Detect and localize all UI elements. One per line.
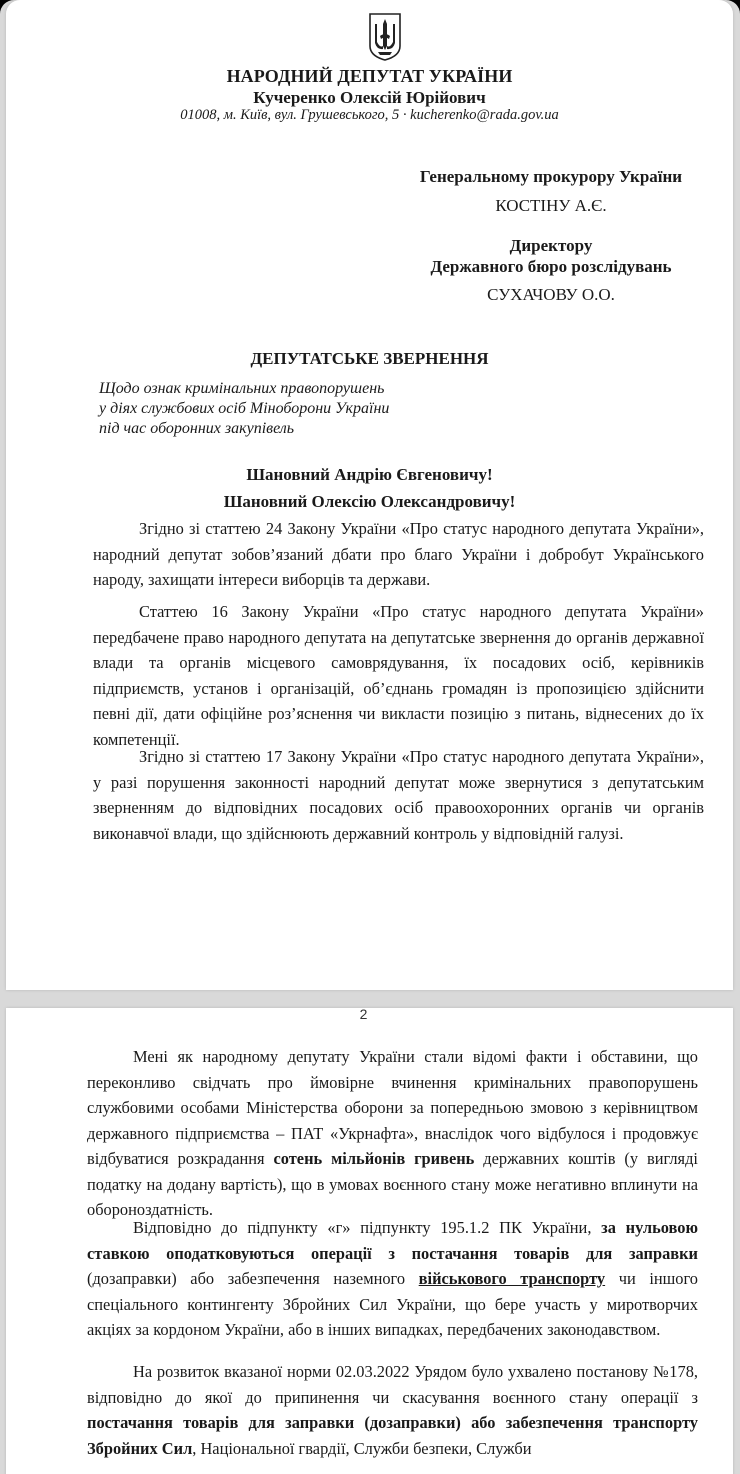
paragraph: На розвиток вказаної норми 02.03.2022 Урядом було ухвалено постанову №178, відповідно до якої до припинення чи скасування воєнного стану операції з постачання товарів для заправки (дозаправки) або забезпечення транспорту Збройних Сил, Національної гвардії, Служби безпеки, Служби xyxy=(87,1362,698,1458)
document-title: ДЕПУТАТСЬКЕ ЗВЕРНЕННЯ xyxy=(250,349,489,368)
subject-line: під час оборонних закупівель xyxy=(99,420,295,437)
paragraph: Статтею 16 Закону України «Про статус народного депутата України» передбачене право народного депутата на депутатське звернення до органів державної влади та органів місцевого самоврядування, їх посадових осіб, керівників підприємств, установ і організацій, об’єднань громадян із пропозицією здійснити певні дії, дати офіційне роз’яснення чи викласти позицію з питань, віднесених до їх компетенції. xyxy=(93,602,704,749)
salutation-1: Шановний Андрію Євгеновичу! xyxy=(246,465,493,484)
emphasis: за нульовою ставкою оподатковуються операції з постачання товарів для заправки xyxy=(87,1218,698,1263)
addressee-name-1: КОСТІНУ А.Є. xyxy=(495,196,607,215)
addressee-name-2: СУХАЧОВУ О.О. xyxy=(487,285,615,304)
emphasis: сотень мільйонів гривень xyxy=(273,1149,475,1168)
addressee-position-2: Директору xyxy=(509,236,593,255)
addressee-org-2: Державного бюро розслідувань xyxy=(430,257,672,276)
paragraph: Згідно зі статтею 17 Закону України «Про статус народного депутата України», у разі порушення законності народний депутат може звернутися з депутатським зверненням до відповідних посадових осіб правоохоронних органів чи органів виконавчої влади, що здійснюють державний контроль у відповідній галузі. xyxy=(93,747,704,843)
page-number-label: 2 xyxy=(359,1006,368,1022)
paragraph: Відповідно до підпункту «г» підпункту 195.1.2 ПК України, за нульовою ставкою оподатковуються операції з постачання товарів для заправки (дозаправки) або забезпечення наземного військового транспорту чи іншого спеціального контингенту Збройних Сил України, що бере участь у миротворчих акціях за кордоном України, або в інших випадках, передбачених законодавством. xyxy=(87,1218,698,1339)
letterhead-name: Кучеренко Олексій Юрійович xyxy=(253,88,486,107)
paragraph: Мені як народному депутату України стали відомі факти і обставини, що переконливо свідчать про ймовірне вчинення кримінальних правопорушень службовими особами Міністерства оборони за попередньою змовою з керівництвом державного підприємства – ПАТ «Укрнафта», внаслідок чого відбулося і продовжує відбуватися розкрадання сотень мільйонів гривень державних коштів (у вигляді податку на додану вартість), що в умовах воєнного стану може негативно вплинути на обороноздатність. xyxy=(87,1047,698,1219)
subject-line: у діях службових осіб Міноборони України xyxy=(99,400,390,417)
emphasis: постачання товарів для заправки (дозаправки) або забезпечення транспорту Збройних Сил xyxy=(87,1413,698,1458)
coat-of-arms-icon xyxy=(368,12,402,62)
addressee-position-1: Генеральному прокурору України xyxy=(419,167,683,186)
underlined-emphasis: військового транспорту xyxy=(418,1269,606,1288)
letterhead-address: 01008, м. Київ, вул. Грушевського, 5 · kucherenko@rada.gov.ua xyxy=(180,107,559,123)
paragraph: Згідно зі статтею 24 Закону України «Про статус народного депутата України», народний депутат зобов’язаний дбати про благо України і добробут Українського народу, захищати інтереси виборців та держави. xyxy=(93,519,704,589)
document-subject xyxy=(99,379,389,439)
subject-line: Щодо ознак кримінальних правопорушень xyxy=(99,380,385,397)
salutation-2: Шановний Олексію Олександровичу! xyxy=(223,492,516,511)
letterhead-title: НАРОДНИЙ ДЕПУТАТ УКРАЇНИ xyxy=(226,66,513,86)
page-1 xyxy=(6,0,733,990)
